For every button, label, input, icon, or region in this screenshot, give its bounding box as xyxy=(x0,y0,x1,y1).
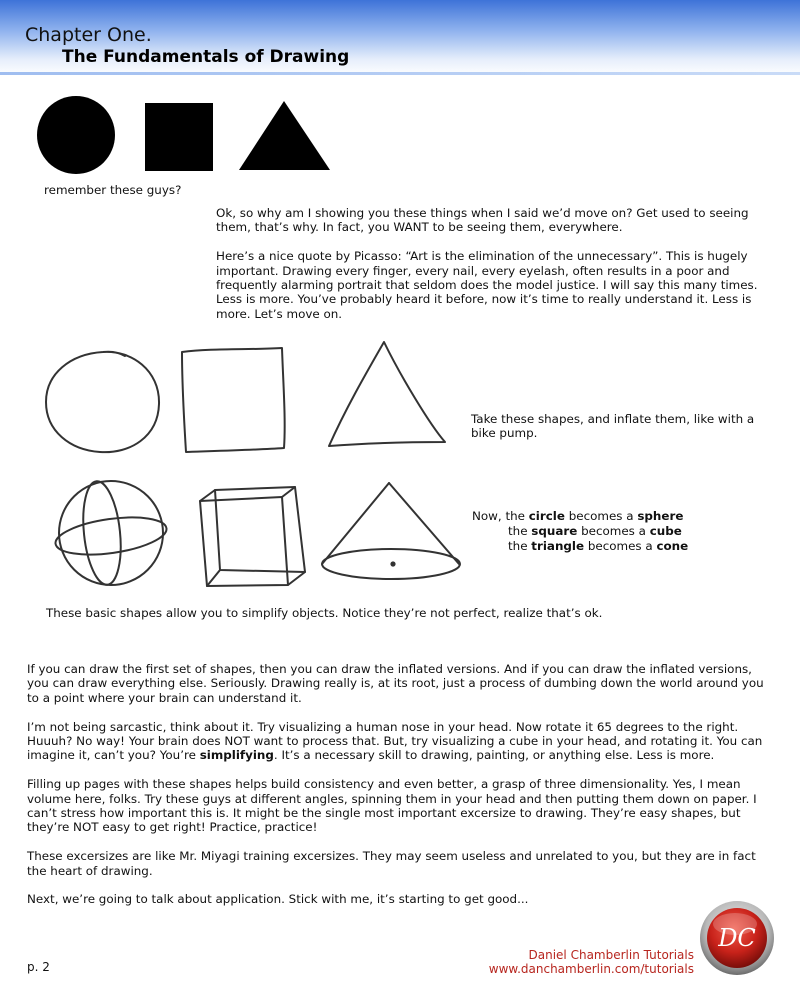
sketch-circle xyxy=(46,352,159,452)
footer-url[interactable]: www.danchamberlin.com/tutorials xyxy=(488,962,694,976)
body-paragraph-4: These excersizes are like Mr. Miyagi training excersizes. They may seem useless and unrelated to you, but they are in fact the heart of drawing. xyxy=(27,849,756,878)
body-paragraph-5: Next, we’re going to talk about application. Stick with me, it’s starting to get good... xyxy=(27,892,529,907)
intro-paragraph-1: Ok, so why am I showing you these things when I said we’d move on? Get used to seeing them, that’s why. In fact, you WANT to be seeing them, everywhere. xyxy=(216,206,749,235)
inflate-note: Take these shapes, and inflate them, like with a bike pump. xyxy=(471,412,755,441)
body-paragraph-1: If you can draw the first set of shapes, then you can draw the inflated versions. And if you can draw the inflated versions, you can draw everything else. Seriously. Drawing really is, at its root, just a process of dumbing down the world around you to a point where your brain can understand it. xyxy=(27,662,764,705)
body-text xyxy=(27,662,775,921)
sketch-triangle xyxy=(329,342,445,446)
intro-paragraph-2: Here’s a nice quote by Picasso: “Art is the elimination of the unnecessary”. This is hugely important. Drawing every finger, every nail, every eyelash, often results in a poor and frequently alarming portrait that seldom does the model justice. I will say this many times. Less is more. You’ve probably heard it before, now it’s time to really understand it. Less is more. Let’s move on. xyxy=(216,249,758,321)
sketch-solid-shapes xyxy=(0,476,470,606)
sketch-cone xyxy=(322,483,460,579)
page-number: p. 2 xyxy=(27,960,50,974)
transform-line-2: the square becomes a cube xyxy=(508,524,682,538)
sketch-square xyxy=(182,348,285,452)
chapter-number: Chapter One. xyxy=(25,24,152,46)
body-paragraph-3: Filling up pages with these shapes helps build consistency and even better, a grasp of three dimensionality. Yes, I mean volume here, folks. Try these guys at different angles, spinning them in your head and then putting them down on paper. I can’t stress how important this is. It might be the single most important excersize to drawing. They’re easy shapes, but they’re NOT easy to get right! Practice, practice! xyxy=(27,777,757,835)
transform-text xyxy=(472,509,772,554)
sketch-flat-shapes xyxy=(0,330,470,470)
body-paragraph-2: I’m not being sarcastic, think about it. Try visualizing a human nose in your head. Now rotate it 65 degrees to the right. Huuuh? No way! Your brain does NOT want to process that. But, try visualizing a cube in your head, and rotating it. You can imagine it, can’t you? You’re simplifying. It’s a necessary skill to drawing, painting, or anything else. Less is more. xyxy=(27,719,763,763)
intro-text xyxy=(216,206,776,336)
footer-author: Daniel Chamberlin Tutorials xyxy=(528,948,694,962)
dc-logo xyxy=(699,900,775,976)
basic-shapes xyxy=(0,0,800,200)
chapter-title: The Fundamentals of Drawing xyxy=(62,47,350,67)
solid-circle xyxy=(37,96,115,174)
sketch-sphere xyxy=(53,479,169,586)
transform-line-1: Now, the circle becomes a sphere xyxy=(472,509,684,523)
solid-triangle xyxy=(239,101,330,170)
basic-shapes-caption: remember these guys? xyxy=(44,183,182,197)
logo-text: DC xyxy=(718,924,756,952)
shapes-caption: These basic shapes allow you to simplify objects. Notice they’re not perfect, realize that’s ok. xyxy=(46,606,603,620)
solid-square xyxy=(145,103,213,171)
transform-line-3: the triangle becomes a cone xyxy=(508,539,689,553)
footer-credits xyxy=(489,948,694,976)
sketch-cube xyxy=(200,487,305,586)
